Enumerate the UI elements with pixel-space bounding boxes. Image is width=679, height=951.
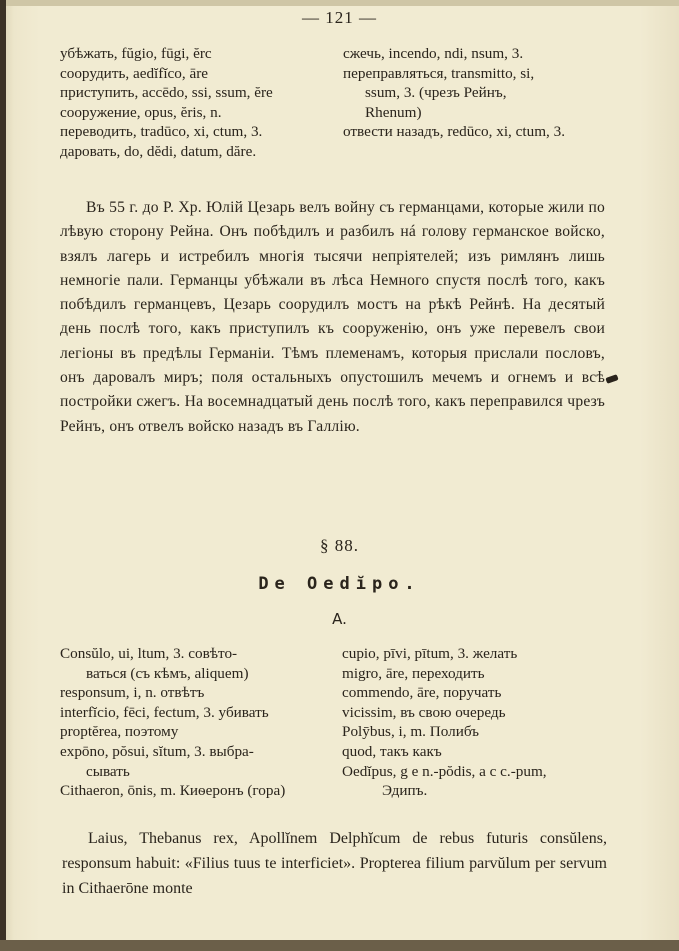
exercise-paragraph-russian: Въ 55 г. до Р. Хр. Юлій Цезарь велъ войну съ германцами, которые жили по лѣвую сторону Рейна. Онъ побѣдилъ и разбилъ нá голову германское войско, взялъ лагерь и истребилъ многія тысячи непріятелей; изъ римлянъ лишь немногіе пали. Германцы убѣжали въ лѣса Немного спустя послѣ того, какъ побѣдилъ германцевъ, Цезарь соорудилъ мостъ на рѣкѣ Рейнѣ. На десятый день послѣ того, какъ приступилъ къ сооруженію, онъ уже перевелъ свои легіоны въ предѣлы Германіи. Тѣмъ племенамъ, которыя прислали пословъ, онъ даровалъ миръ; поля остальныхъ опустошилъ мечемъ и огнемъ и всѣ постройки сжегъ. На восемнадцатый день послѣ того, какъ переправился чрезъ Рейнъ, онъ отвелъ войско назадъ въ Галлію. bbox=[60, 199, 605, 435]
vocab-entry: expōno, pŏsui, sĭtum, 3. выбра- bbox=[60, 742, 254, 760]
vocab-list-bottom-right bbox=[342, 644, 547, 801]
vocab-entry: responsum, i, n. отвѣтъ bbox=[60, 684, 205, 702]
vocab-entry: cupio, pīvi, pītum, 3. желать bbox=[342, 645, 518, 662]
page-number: — 121 — bbox=[302, 8, 377, 27]
scan-top-edge bbox=[0, 0, 679, 6]
vocab-entry: ваться (съ кѣмъ, aliquem) bbox=[86, 664, 249, 682]
section-title: De Oedĭpo. bbox=[258, 574, 421, 594]
scan-bottom-edge bbox=[0, 940, 679, 951]
vocab-entry: переправляться, transmitto, si, bbox=[343, 64, 535, 82]
vocab-entry: Rhenum) bbox=[365, 103, 422, 121]
vocab-entry: commendo, āre, поручать bbox=[342, 684, 502, 702]
vocab-entry: сывать bbox=[86, 762, 130, 780]
vocab-list-bottom-left bbox=[60, 644, 285, 801]
vocab-entry: Consŭlo, ui, ltum, 3. совѣто- bbox=[60, 645, 238, 662]
exercise-paragraph-latin: Laius, Thebanus rex, Apollĭnem Delphĭcum de rebus futuris consŭlens, responsum habuit: «Filius tuus te interficiet». Propterea filium parvŭlum per servum in Cithaerōne monte bbox=[62, 830, 607, 897]
vocab-list-top-left bbox=[60, 44, 273, 162]
scan-binding-edge bbox=[0, 0, 6, 951]
vocab-entry: vicissim, въ свою очередь bbox=[342, 703, 506, 721]
vocab-entry: Polȳbus, i, m. Полибъ bbox=[342, 723, 480, 741]
vocab-entry: убѣжать, fŭgio, fūgi, ĕrc bbox=[60, 45, 212, 62]
subsection-label: A. bbox=[332, 610, 347, 628]
vocab-entry: приступить, accēdo, ssi, ssum, ĕre bbox=[60, 84, 273, 102]
vocab-entry: сжечь, incendo, ndi, nsum, 3. bbox=[343, 45, 524, 62]
vocab-entry: interfĭcio, fēci, fectum, 3. убивать bbox=[60, 703, 269, 721]
section-number: § 88. bbox=[320, 536, 359, 555]
vocab-entry: migro, āre, переходить bbox=[342, 664, 485, 682]
vocab-entry: отвести назадъ, redūco, xi, ctum, 3. bbox=[343, 123, 565, 141]
vocab-entry: соорудить, aedĭfĭco, āre bbox=[60, 64, 209, 82]
vocab-entry: ssum, 3. (чрезъ Рейнъ, bbox=[365, 84, 507, 102]
vocab-entry: Oedĭpus, g e n.-pŏdis, a c c.-pum, bbox=[342, 762, 547, 780]
vocab-entry: Cithaeron, ōnis, m. Киѳеронъ (гора) bbox=[60, 782, 286, 800]
vocab-entry: Эдипъ. bbox=[382, 782, 428, 800]
vocab-list-top-right bbox=[343, 44, 565, 142]
vocab-entry: даровать, do, dĕdi, datum, dăre. bbox=[60, 142, 257, 160]
vocab-entry: сооружение, opus, ĕris, n. bbox=[60, 103, 222, 121]
vocab-entry: переводить, tradūco, xi, ctum, 3. bbox=[60, 123, 263, 141]
margin-mark bbox=[605, 374, 618, 384]
vocab-entry: proptĕrea, поэтому bbox=[60, 723, 179, 741]
vocab-entry: quod, такъ какъ bbox=[342, 742, 442, 760]
